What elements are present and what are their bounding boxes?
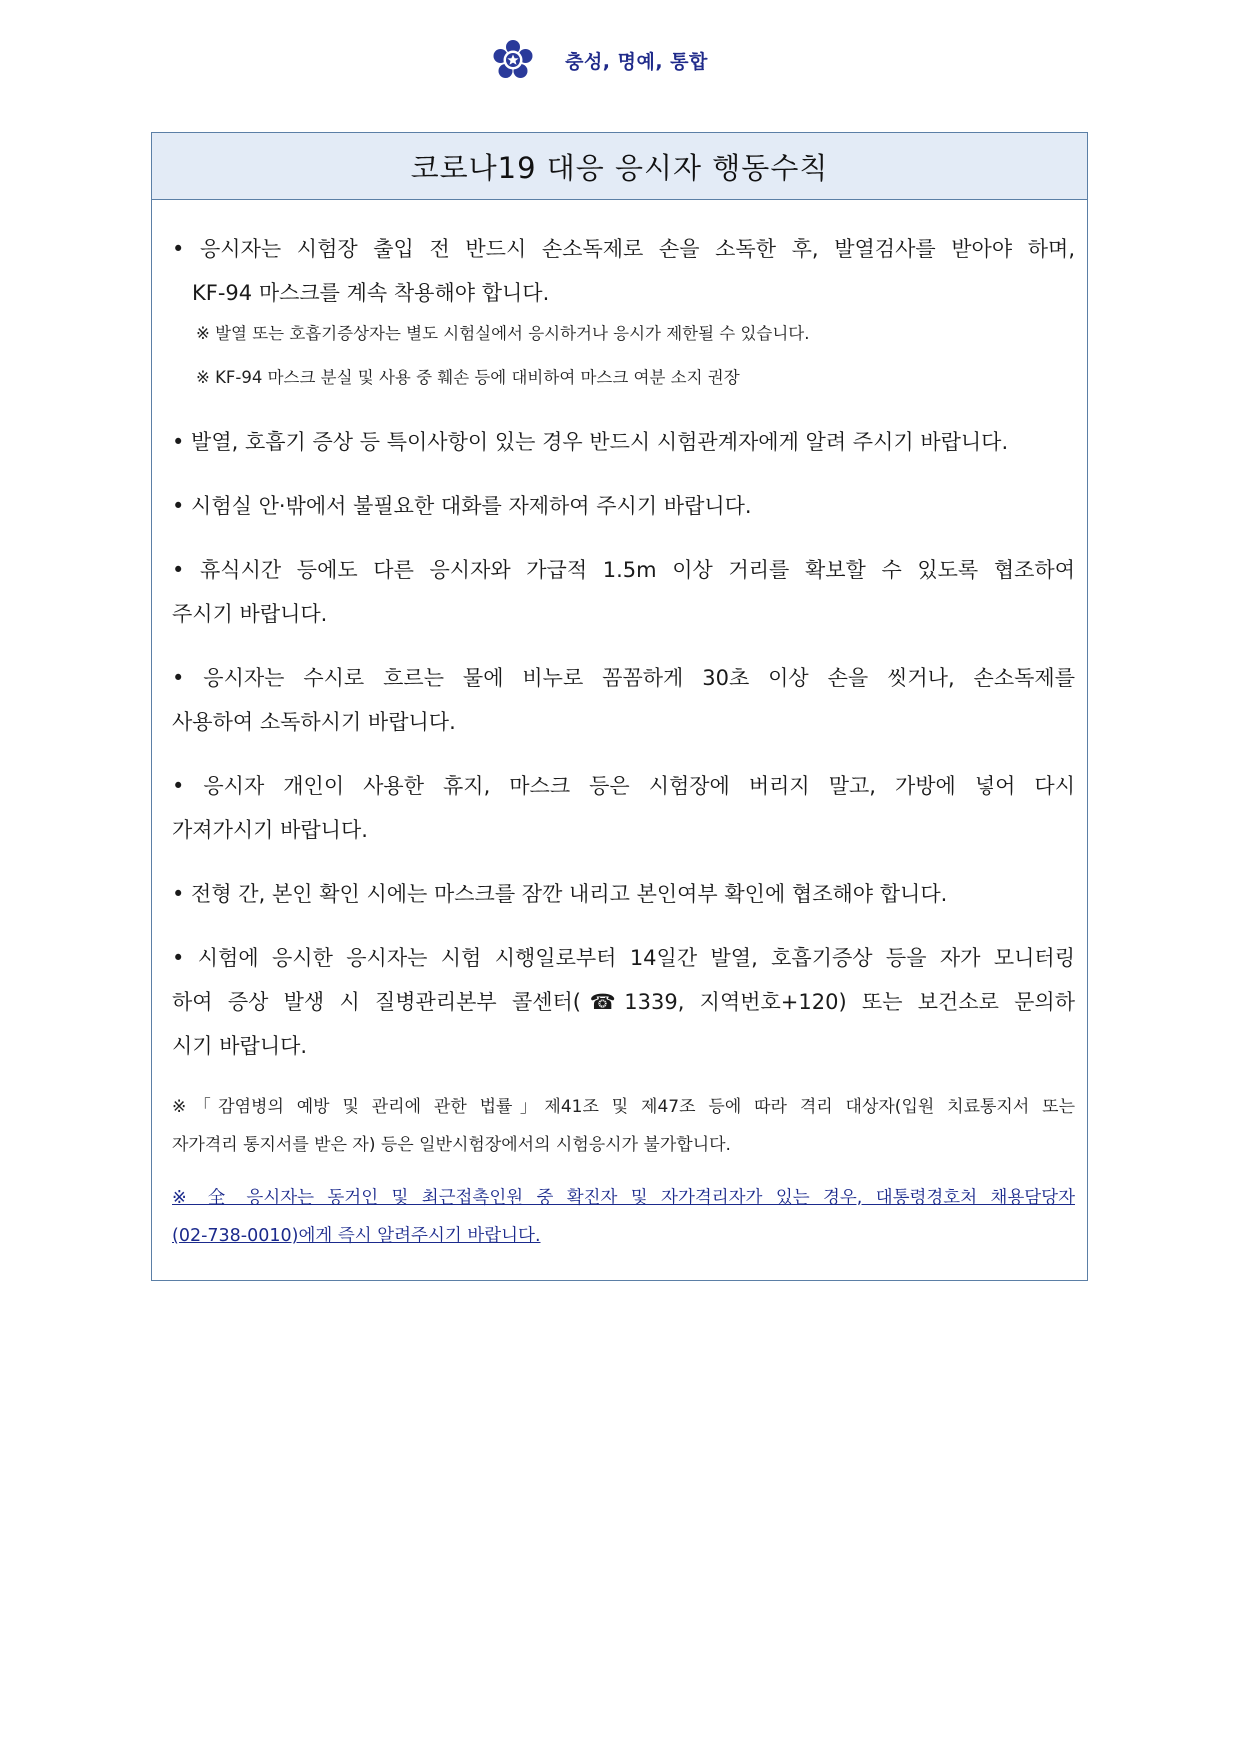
law-notice: [172, 1088, 1075, 1164]
text-line: 시기 바랍니다.: [172, 1034, 308, 1058]
text-line: • 응시자는 시험장 출입 전 반드시 손소독제로 손을 소독한 후, 발열검사를 받아야 하며,: [172, 237, 1075, 261]
guideline-item-self-monitoring: [172, 936, 1075, 1068]
guideline-item-report-symptoms: [172, 420, 1075, 464]
text-line: • 시험실 안·밖에서 불필요한 대화를 자제하여 주시기 바랍니다.: [172, 494, 752, 518]
page-header: [0, 38, 1239, 82]
guideline-item-distance: [172, 548, 1075, 636]
text-line: • 발열, 호흡기 증상 등 특이사항이 있는 경우 반드시 시험관계자에게 알려 주시기 바랍니다.: [172, 430, 1009, 454]
text-line: • 응시자 개인이 사용한 휴지, 마스크 등은 시험장에 버리지 말고, 가방에 넣어 다시: [172, 774, 1075, 798]
text-line: • 휴식시간 등에도 다른 응시자와 가급적 1.5m 이상 거리를 확보할 수 있도록 협조하여: [172, 558, 1075, 582]
contact-notice: [172, 1179, 1075, 1255]
text-line: • 응시자는 수시로 흐르는 물에 비누로 꼼꼼하게 30초 이상 손을 씻거나, 손소독제를: [172, 666, 1075, 690]
guideline-item-hand-wash: [172, 656, 1075, 744]
note-spare-mask: ※ KF-94 마스크 분실 및 사용 중 훼손 등에 대비하여 마스크 여분 소지 권장: [196, 368, 740, 387]
guideline-item-no-talking: [172, 484, 1075, 528]
slogan-text: 충성, 명예, 통합: [565, 50, 708, 73]
text-line: ※「감염병의 예방 및 관리에 관한 법률」제41조 및 제47조 등에 따라 격리 대상자(입원 치료통지서 또는: [172, 1097, 1075, 1117]
text-line: 주시기 바랍니다.: [172, 602, 328, 626]
text-line: 가져가시기 바랍니다.: [172, 818, 368, 842]
emblem-icon: [491, 38, 535, 82]
notice-box: [151, 132, 1088, 1281]
text-line: 하여 증상 발생 시 질병관리본부 콜센터(☎1339, 지역번호+120) 또는 보건소로 문의하: [172, 990, 1075, 1014]
text-line: • 전형 간, 본인 확인 시에는 마스크를 잠깐 내리고 본인여부 확인에 협조해야 합니다.: [172, 882, 948, 906]
text-line: KF-94 마스크를 계속 착용해야 합니다.: [192, 281, 550, 305]
guideline-item-take-trash: [172, 764, 1075, 852]
text-line: • 시험에 응시한 응시자는 시험 시행일로부터 14일간 발열, 호흡기증상 등을 자가 모니터링: [172, 946, 1075, 970]
guideline-item-identity-check: [172, 872, 1075, 916]
text-line: 자가격리 통지서를 받은 자) 등은 일반시험장에서의 시험응시가 불가합니다.: [172, 1135, 731, 1155]
note-symptom-restriction: ※ 발열 또는 호흡기증상자는 별도 시험실에서 응시하거나 응시가 제한될 수 있습니다.: [196, 324, 810, 343]
text-line: (02-738-0010)에게 즉시 알려주시기 바랍니다.: [172, 1226, 541, 1246]
notice-title: 코로나19 대응 응시자 행동수칙: [152, 133, 1087, 200]
text-line: ※ 全 응시자는 동거인 및 최근접촉인원 중 확진자 및 자가격리자가 있는 경우, 대통령경호처 채용담당자: [172, 1188, 1075, 1208]
text-line: 사용하여 소독하시기 바랍니다.: [172, 710, 456, 734]
guideline-item-hand-sanitize: [172, 227, 1075, 315]
header-inner: [491, 38, 708, 82]
